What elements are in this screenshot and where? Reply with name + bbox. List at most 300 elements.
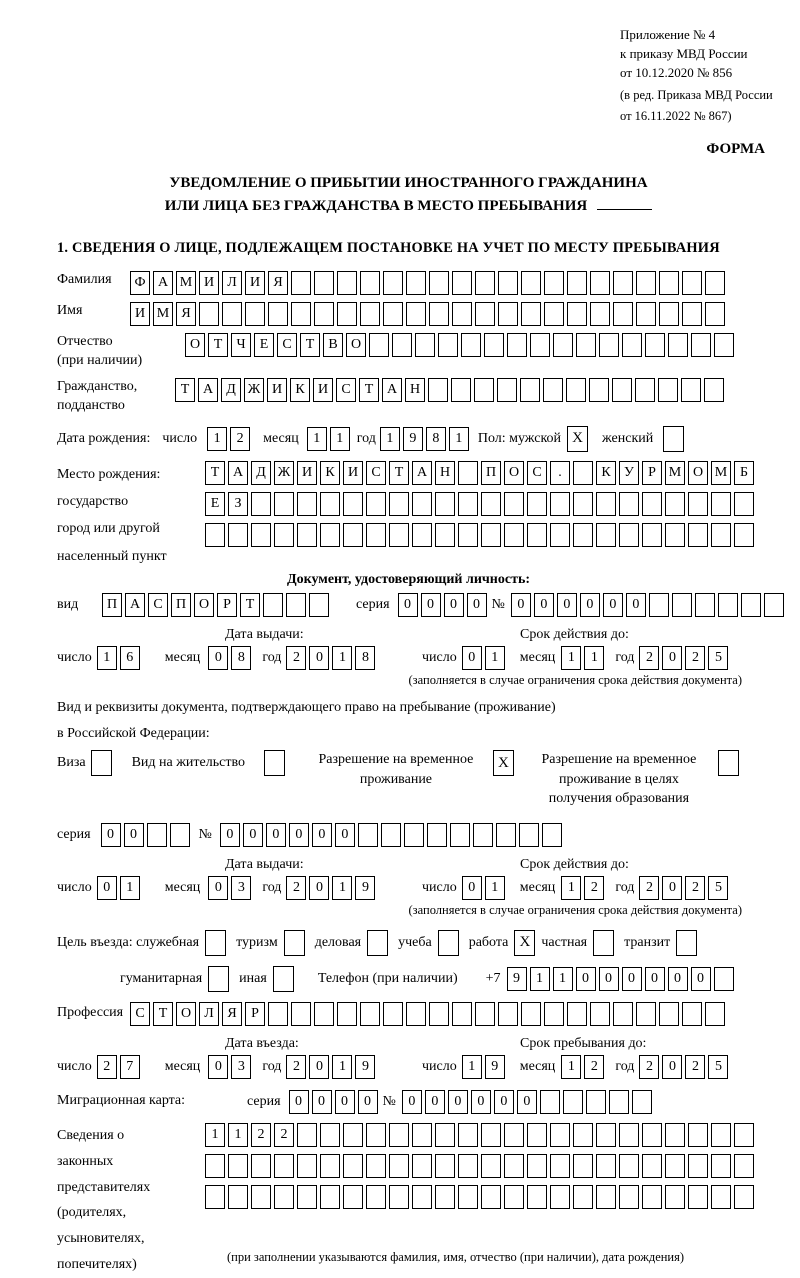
char-cell[interactable] <box>613 271 633 295</box>
char-cell[interactable] <box>451 378 471 402</box>
char-cell[interactable]: 2 <box>584 876 604 900</box>
char-cell[interactable] <box>366 1123 386 1147</box>
char-cell[interactable] <box>645 333 665 357</box>
char-cell[interactable]: 9 <box>355 1055 375 1079</box>
char-cell[interactable]: 0 <box>444 593 464 617</box>
char-cell[interactable] <box>544 1002 564 1026</box>
char-cell[interactable]: О <box>688 461 708 485</box>
char-cell[interactable]: С <box>527 461 547 485</box>
char-cell[interactable]: 2 <box>584 1055 604 1079</box>
char-cell[interactable] <box>705 1002 725 1026</box>
char-cell[interactable] <box>542 823 562 847</box>
char-cell[interactable] <box>320 1123 340 1147</box>
char-cell[interactable] <box>228 1185 248 1209</box>
char-cell[interactable] <box>458 523 478 547</box>
char-cell[interactable] <box>366 523 386 547</box>
char-cell[interactable]: 0 <box>289 823 309 847</box>
char-cell[interactable]: 1 <box>462 1055 482 1079</box>
char-cell[interactable] <box>642 1154 662 1178</box>
char-cell[interactable]: 2 <box>230 427 250 451</box>
char-cell[interactable]: 0 <box>398 593 418 617</box>
char-cell[interactable] <box>205 523 225 547</box>
char-cell[interactable]: Л <box>222 271 242 295</box>
char-cell[interactable] <box>599 333 619 357</box>
sex-male-checkbox[interactable]: X <box>567 426 588 452</box>
char-cell[interactable]: С <box>148 593 168 617</box>
char-cell[interactable]: Д <box>251 461 271 485</box>
char-cell[interactable] <box>412 523 432 547</box>
char-cell[interactable] <box>286 593 306 617</box>
char-cell[interactable] <box>550 492 570 516</box>
char-cell[interactable]: М <box>176 271 196 295</box>
char-cell[interactable] <box>481 523 501 547</box>
char-cell[interactable] <box>369 333 389 357</box>
char-cell[interactable]: 0 <box>471 1090 491 1114</box>
char-cell[interactable]: А <box>153 271 173 295</box>
char-cell[interactable] <box>612 378 632 402</box>
char-cell[interactable]: Р <box>217 593 237 617</box>
char-cell[interactable] <box>672 593 692 617</box>
char-cell[interactable]: 1 <box>120 876 140 900</box>
char-cell[interactable] <box>550 1185 570 1209</box>
char-cell[interactable] <box>521 302 541 326</box>
char-cell[interactable]: 9 <box>403 427 423 451</box>
char-cell[interactable] <box>636 302 656 326</box>
char-cell[interactable]: 1 <box>561 876 581 900</box>
char-cell[interactable] <box>734 492 754 516</box>
char-cell[interactable] <box>619 523 639 547</box>
char-cell[interactable] <box>412 1185 432 1209</box>
char-cell[interactable]: 0 <box>668 967 688 991</box>
char-cell[interactable] <box>475 1002 495 1026</box>
char-cell[interactable] <box>461 333 481 357</box>
char-cell[interactable]: 0 <box>208 646 228 670</box>
char-cell[interactable] <box>389 492 409 516</box>
char-cell[interactable] <box>635 378 655 402</box>
purpose-transit-checkbox[interactable] <box>676 930 697 956</box>
char-cell[interactable]: И <box>199 271 219 295</box>
char-cell[interactable] <box>691 333 711 357</box>
char-cell[interactable] <box>337 302 357 326</box>
char-cell[interactable]: 1 <box>307 427 327 451</box>
char-cell[interactable] <box>309 593 329 617</box>
char-cell[interactable] <box>527 1154 547 1178</box>
char-cell[interactable] <box>688 492 708 516</box>
char-cell[interactable] <box>659 1002 679 1026</box>
char-cell[interactable]: С <box>277 333 297 357</box>
char-cell[interactable]: 2 <box>286 1055 306 1079</box>
char-cell[interactable] <box>412 492 432 516</box>
char-cell[interactable]: 0 <box>467 593 487 617</box>
char-cell[interactable]: У <box>619 461 639 485</box>
char-cell[interactable] <box>360 1002 380 1026</box>
char-cell[interactable]: 2 <box>639 1055 659 1079</box>
char-cell[interactable]: 3 <box>231 876 251 900</box>
char-cell[interactable] <box>389 1154 409 1178</box>
char-cell[interactable] <box>553 333 573 357</box>
char-cell[interactable] <box>484 333 504 357</box>
char-cell[interactable]: Ч <box>231 333 251 357</box>
char-cell[interactable] <box>314 302 334 326</box>
char-cell[interactable] <box>504 492 524 516</box>
char-cell[interactable]: К <box>290 378 310 402</box>
char-cell[interactable] <box>681 378 701 402</box>
char-cell[interactable]: А <box>228 461 248 485</box>
char-cell[interactable] <box>383 302 403 326</box>
char-cell[interactable] <box>658 378 678 402</box>
char-cell[interactable]: 0 <box>402 1090 422 1114</box>
char-cell[interactable] <box>619 1154 639 1178</box>
char-cell[interactable] <box>435 492 455 516</box>
char-cell[interactable]: Я <box>176 302 196 326</box>
char-cell[interactable] <box>530 333 550 357</box>
char-cell[interactable]: 0 <box>622 967 642 991</box>
char-cell[interactable]: 0 <box>662 876 682 900</box>
char-cell[interactable]: Т <box>359 378 379 402</box>
char-cell[interactable] <box>481 1185 501 1209</box>
char-cell[interactable] <box>596 1185 616 1209</box>
char-cell[interactable] <box>297 492 317 516</box>
char-cell[interactable]: С <box>336 378 356 402</box>
char-cell[interactable] <box>291 1002 311 1026</box>
char-cell[interactable] <box>228 1154 248 1178</box>
char-cell[interactable]: 0 <box>309 876 329 900</box>
char-cell[interactable] <box>540 1090 560 1114</box>
purpose-work-checkbox[interactable]: X <box>514 930 535 956</box>
char-cell[interactable] <box>566 378 586 402</box>
char-cell[interactable] <box>481 1123 501 1147</box>
residence-checkbox[interactable] <box>264 750 285 776</box>
char-cell[interactable] <box>504 1123 524 1147</box>
char-cell[interactable] <box>498 271 518 295</box>
char-cell[interactable] <box>734 1123 754 1147</box>
char-cell[interactable]: . <box>550 461 570 485</box>
char-cell[interactable]: 0 <box>494 1090 514 1114</box>
char-cell[interactable] <box>497 378 517 402</box>
char-cell[interactable]: 2 <box>685 646 705 670</box>
char-cell[interactable] <box>668 333 688 357</box>
char-cell[interactable] <box>406 271 426 295</box>
char-cell[interactable]: И <box>297 461 317 485</box>
char-cell[interactable] <box>245 302 265 326</box>
char-cell[interactable]: 3 <box>231 1055 251 1079</box>
char-cell[interactable]: 0 <box>603 593 623 617</box>
char-cell[interactable] <box>389 1123 409 1147</box>
char-cell[interactable] <box>544 271 564 295</box>
char-cell[interactable] <box>481 1154 501 1178</box>
char-cell[interactable] <box>452 302 472 326</box>
char-cell[interactable] <box>613 1002 633 1026</box>
char-cell[interactable] <box>590 1002 610 1026</box>
char-cell[interactable]: Ф <box>130 271 150 295</box>
char-cell[interactable]: 0 <box>312 1090 332 1114</box>
char-cell[interactable] <box>665 1154 685 1178</box>
temporary-checkbox[interactable]: X <box>493 750 514 776</box>
char-cell[interactable]: И <box>267 378 287 402</box>
char-cell[interactable]: 1 <box>380 427 400 451</box>
char-cell[interactable] <box>412 1123 432 1147</box>
char-cell[interactable]: 1 <box>330 427 350 451</box>
char-cell[interactable] <box>429 1002 449 1026</box>
char-cell[interactable] <box>619 1185 639 1209</box>
char-cell[interactable] <box>573 1154 593 1178</box>
char-cell[interactable] <box>343 492 363 516</box>
char-cell[interactable] <box>642 492 662 516</box>
char-cell[interactable]: А <box>412 461 432 485</box>
char-cell[interactable] <box>147 823 167 847</box>
char-cell[interactable] <box>543 378 563 402</box>
char-cell[interactable] <box>297 1185 317 1209</box>
char-cell[interactable]: Р <box>642 461 662 485</box>
char-cell[interactable] <box>734 1185 754 1209</box>
char-cell[interactable]: Б <box>734 461 754 485</box>
char-cell[interactable]: 2 <box>639 876 659 900</box>
char-cell[interactable] <box>527 492 547 516</box>
char-cell[interactable] <box>366 492 386 516</box>
char-cell[interactable]: Я <box>268 271 288 295</box>
char-cell[interactable] <box>251 1154 271 1178</box>
char-cell[interactable] <box>642 1185 662 1209</box>
char-cell[interactable] <box>609 1090 629 1114</box>
char-cell[interactable] <box>429 271 449 295</box>
char-cell[interactable]: С <box>130 1002 150 1026</box>
char-cell[interactable] <box>711 492 731 516</box>
char-cell[interactable] <box>741 593 761 617</box>
char-cell[interactable] <box>383 1002 403 1026</box>
char-cell[interactable] <box>527 1185 547 1209</box>
char-cell[interactable] <box>567 1002 587 1026</box>
char-cell[interactable]: 1 <box>561 646 581 670</box>
char-cell[interactable]: 0 <box>425 1090 445 1114</box>
char-cell[interactable] <box>383 271 403 295</box>
char-cell[interactable] <box>337 1002 357 1026</box>
char-cell[interactable] <box>665 523 685 547</box>
char-cell[interactable] <box>550 1154 570 1178</box>
char-cell[interactable]: 0 <box>124 823 144 847</box>
char-cell[interactable] <box>343 1185 363 1209</box>
char-cell[interactable]: П <box>102 593 122 617</box>
char-cell[interactable] <box>527 523 547 547</box>
char-cell[interactable]: Т <box>153 1002 173 1026</box>
char-cell[interactable] <box>734 1154 754 1178</box>
char-cell[interactable]: О <box>185 333 205 357</box>
char-cell[interactable]: 8 <box>231 646 251 670</box>
char-cell[interactable]: К <box>596 461 616 485</box>
char-cell[interactable]: А <box>198 378 218 402</box>
purpose-private-checkbox[interactable] <box>593 930 614 956</box>
char-cell[interactable]: З <box>228 492 248 516</box>
purpose-commercial-checkbox[interactable] <box>367 930 388 956</box>
char-cell[interactable] <box>412 1154 432 1178</box>
char-cell[interactable] <box>705 302 725 326</box>
char-cell[interactable]: М <box>711 461 731 485</box>
char-cell[interactable] <box>619 1123 639 1147</box>
char-cell[interactable]: 0 <box>220 823 240 847</box>
char-cell[interactable] <box>291 302 311 326</box>
char-cell[interactable] <box>274 492 294 516</box>
char-cell[interactable]: 1 <box>485 876 505 900</box>
char-cell[interactable]: И <box>245 271 265 295</box>
char-cell[interactable] <box>682 1002 702 1026</box>
char-cell[interactable] <box>498 302 518 326</box>
char-cell[interactable]: 2 <box>251 1123 271 1147</box>
char-cell[interactable]: 1 <box>228 1123 248 1147</box>
char-cell[interactable]: 0 <box>576 967 596 991</box>
char-cell[interactable] <box>314 271 334 295</box>
char-cell[interactable] <box>520 378 540 402</box>
char-cell[interactable] <box>576 333 596 357</box>
char-cell[interactable] <box>734 523 754 547</box>
char-cell[interactable]: А <box>382 378 402 402</box>
char-cell[interactable] <box>274 1185 294 1209</box>
char-cell[interactable] <box>688 1123 708 1147</box>
char-cell[interactable] <box>590 302 610 326</box>
char-cell[interactable]: Я <box>222 1002 242 1026</box>
char-cell[interactable] <box>268 1002 288 1026</box>
char-cell[interactable] <box>705 271 725 295</box>
char-cell[interactable]: 0 <box>97 876 117 900</box>
char-cell[interactable] <box>573 1185 593 1209</box>
char-cell[interactable] <box>563 1090 583 1114</box>
sex-female-checkbox[interactable] <box>663 426 684 452</box>
char-cell[interactable]: 5 <box>708 1055 728 1079</box>
char-cell[interactable] <box>205 1185 225 1209</box>
char-cell[interactable] <box>415 333 435 357</box>
char-cell[interactable] <box>573 461 593 485</box>
char-cell[interactable]: Л <box>199 1002 219 1026</box>
char-cell[interactable] <box>452 271 472 295</box>
char-cell[interactable] <box>590 271 610 295</box>
char-cell[interactable]: О <box>176 1002 196 1026</box>
char-cell[interactable]: 5 <box>708 646 728 670</box>
char-cell[interactable]: С <box>366 461 386 485</box>
char-cell[interactable]: В <box>323 333 343 357</box>
char-cell[interactable]: 8 <box>355 646 375 670</box>
char-cell[interactable] <box>622 333 642 357</box>
char-cell[interactable] <box>435 1185 455 1209</box>
char-cell[interactable]: Е <box>205 492 225 516</box>
char-cell[interactable] <box>649 593 669 617</box>
char-cell[interactable] <box>504 523 524 547</box>
char-cell[interactable]: 0 <box>421 593 441 617</box>
char-cell[interactable] <box>688 523 708 547</box>
char-cell[interactable]: 2 <box>274 1123 294 1147</box>
char-cell[interactable] <box>291 271 311 295</box>
char-cell[interactable] <box>589 378 609 402</box>
char-cell[interactable]: Д <box>221 378 241 402</box>
char-cell[interactable]: 0 <box>358 1090 378 1114</box>
char-cell[interactable]: 0 <box>448 1090 468 1114</box>
char-cell[interactable]: Т <box>208 333 228 357</box>
char-cell[interactable]: 0 <box>557 593 577 617</box>
purpose-study-checkbox[interactable] <box>438 930 459 956</box>
char-cell[interactable] <box>586 1090 606 1114</box>
char-cell[interactable]: 1 <box>485 646 505 670</box>
char-cell[interactable]: М <box>153 302 173 326</box>
char-cell[interactable] <box>251 1185 271 1209</box>
char-cell[interactable] <box>573 1123 593 1147</box>
char-cell[interactable]: 0 <box>335 823 355 847</box>
char-cell[interactable]: П <box>481 461 501 485</box>
char-cell[interactable] <box>665 492 685 516</box>
purpose-business-checkbox[interactable] <box>205 930 226 956</box>
char-cell[interactable]: 2 <box>97 1055 117 1079</box>
char-cell[interactable] <box>596 492 616 516</box>
purpose-tourism-checkbox[interactable] <box>284 930 305 956</box>
char-cell[interactable] <box>458 461 478 485</box>
char-cell[interactable] <box>314 1002 334 1026</box>
char-cell[interactable]: 2 <box>685 876 705 900</box>
char-cell[interactable]: М <box>665 461 685 485</box>
char-cell[interactable] <box>711 523 731 547</box>
char-cell[interactable] <box>474 378 494 402</box>
char-cell[interactable] <box>170 823 190 847</box>
char-cell[interactable]: 1 <box>332 1055 352 1079</box>
char-cell[interactable] <box>251 523 271 547</box>
char-cell[interactable] <box>263 593 283 617</box>
char-cell[interactable] <box>297 1154 317 1178</box>
char-cell[interactable] <box>297 523 317 547</box>
char-cell[interactable]: Т <box>389 461 409 485</box>
char-cell[interactable] <box>642 523 662 547</box>
char-cell[interactable] <box>567 271 587 295</box>
char-cell[interactable]: 0 <box>691 967 711 991</box>
char-cell[interactable] <box>435 1123 455 1147</box>
char-cell[interactable] <box>458 1154 478 1178</box>
char-cell[interactable] <box>519 823 539 847</box>
char-cell[interactable] <box>636 1002 656 1026</box>
char-cell[interactable] <box>274 1154 294 1178</box>
char-cell[interactable]: 0 <box>517 1090 537 1114</box>
char-cell[interactable]: А <box>125 593 145 617</box>
char-cell[interactable] <box>596 1154 616 1178</box>
char-cell[interactable]: 9 <box>355 876 375 900</box>
char-cell[interactable]: 0 <box>462 876 482 900</box>
char-cell[interactable] <box>389 523 409 547</box>
char-cell[interactable] <box>573 492 593 516</box>
char-cell[interactable]: 2 <box>639 646 659 670</box>
char-cell[interactable]: Т <box>300 333 320 357</box>
char-cell[interactable]: 1 <box>332 646 352 670</box>
char-cell[interactable] <box>381 823 401 847</box>
char-cell[interactable] <box>704 378 724 402</box>
char-cell[interactable]: 0 <box>580 593 600 617</box>
char-cell[interactable]: О <box>194 593 214 617</box>
char-cell[interactable] <box>665 1123 685 1147</box>
char-cell[interactable] <box>596 523 616 547</box>
char-cell[interactable] <box>636 271 656 295</box>
char-cell[interactable] <box>406 1002 426 1026</box>
char-cell[interactable]: П <box>171 593 191 617</box>
char-cell[interactable] <box>718 593 738 617</box>
char-cell[interactable]: 0 <box>534 593 554 617</box>
char-cell[interactable]: 0 <box>599 967 619 991</box>
char-cell[interactable]: 1 <box>561 1055 581 1079</box>
char-cell[interactable] <box>498 1002 518 1026</box>
char-cell[interactable] <box>389 1185 409 1209</box>
char-cell[interactable]: 0 <box>101 823 121 847</box>
char-cell[interactable] <box>550 523 570 547</box>
char-cell[interactable]: И <box>313 378 333 402</box>
char-cell[interactable] <box>297 1123 317 1147</box>
char-cell[interactable] <box>428 378 448 402</box>
char-cell[interactable]: 0 <box>662 646 682 670</box>
char-cell[interactable]: 8 <box>426 427 446 451</box>
char-cell[interactable]: Н <box>435 461 455 485</box>
char-cell[interactable] <box>504 1185 524 1209</box>
char-cell[interactable] <box>366 1185 386 1209</box>
char-cell[interactable]: 1 <box>553 967 573 991</box>
